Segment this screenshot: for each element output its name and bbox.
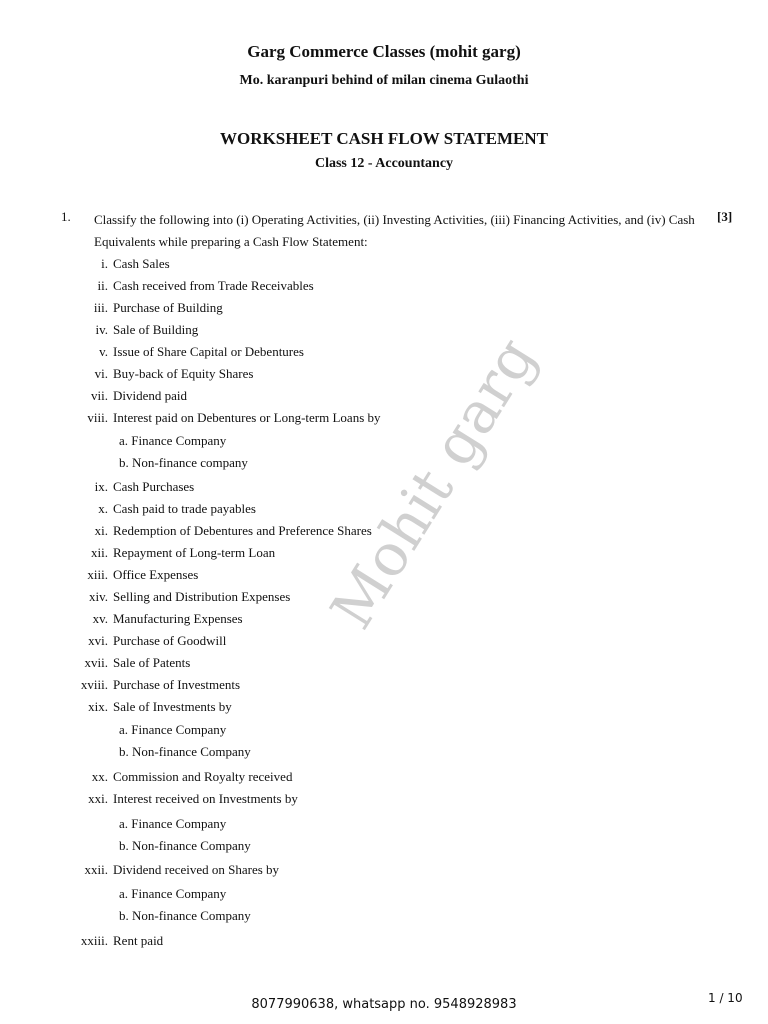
subitem-text: Non-finance Company xyxy=(132,838,251,853)
item-text: Sale of Investments by xyxy=(113,699,232,714)
item-text: Dividend paid xyxy=(113,388,188,403)
subitem-letter: a. xyxy=(119,722,129,737)
subitem xyxy=(119,433,226,449)
item-text: Dividend received on Shares by xyxy=(113,862,280,877)
item-text: Buy-back of Equity Shares xyxy=(113,366,254,381)
subitem-text: Non-finance Company xyxy=(132,908,251,923)
item-text: Interest received on Investments by xyxy=(113,791,298,806)
item-number: xvi. xyxy=(88,633,108,648)
question-number: 1. xyxy=(61,209,71,224)
item-text: Interest paid on Debentures or Long-term Loans by xyxy=(113,410,381,425)
subitem xyxy=(119,816,226,832)
item-number: viii. xyxy=(87,410,108,425)
institute-address: Mo. karanpuri behind of milan cinema Gulaothi xyxy=(239,73,529,88)
item-text: Cash Sales xyxy=(113,256,170,271)
item-text: Selling and Distribution Expenses xyxy=(113,589,291,604)
item-number: xvii. xyxy=(84,655,108,670)
subitem xyxy=(119,455,248,471)
item-number: xx. xyxy=(91,769,108,784)
subitem xyxy=(119,908,251,924)
item-number: iv. xyxy=(95,322,108,337)
item-number: xviii. xyxy=(80,677,108,692)
subitem-text: Finance Company xyxy=(131,722,227,737)
item-number: vi. xyxy=(94,366,108,381)
page-number: 1 / 10 xyxy=(708,991,743,1005)
question-text: Classify the following into (i) Operating Activities, (ii) Investing Activities, (iii) Financing Activities, and (iv) Cash Equivalents while preparing a Cash Flow Statement: xyxy=(94,212,695,249)
item-number: v. xyxy=(99,344,108,359)
question-marks: [3] xyxy=(717,209,733,224)
item-number: xix. xyxy=(88,699,108,714)
subitem-letter: a. xyxy=(119,433,129,448)
institute-name: Garg Commerce Classes (mohit garg) xyxy=(247,42,521,61)
item-text: Rent paid xyxy=(113,933,164,948)
item-number: vii. xyxy=(91,388,108,403)
item-text: Cash Purchases xyxy=(113,479,195,494)
subitem xyxy=(119,838,251,854)
subitem-text: Finance Company xyxy=(131,816,227,831)
item-number: xiii. xyxy=(87,567,108,582)
item-text: Cash paid to trade payables xyxy=(113,501,256,516)
subitem-text: Non-finance Company xyxy=(132,744,251,759)
item-text: Redemption of Debentures and Preference Shares xyxy=(113,523,372,538)
subitem-letter: b. xyxy=(119,908,129,923)
subitem-text: Finance Company xyxy=(131,886,227,901)
subitem-letter: b. xyxy=(119,838,129,853)
subitem-letter: a. xyxy=(119,886,129,901)
item-text: Repayment of Long-term Loan xyxy=(113,545,276,560)
item-number: xiv. xyxy=(88,589,108,604)
watermark: Mohit garg xyxy=(317,325,550,641)
footer-contact: 8077990638, whatsapp no. 9548928983 xyxy=(251,997,517,1012)
item-text: Issue of Share Capital or Debentures xyxy=(113,344,304,359)
item-number: xii. xyxy=(91,545,108,560)
subitem-letter: a. xyxy=(119,816,129,831)
item-text: Purchase of Investments xyxy=(113,677,241,692)
subitem xyxy=(119,744,251,760)
item-number: xv. xyxy=(92,611,108,626)
worksheet-subtitle: Class 12 - Accountancy xyxy=(314,156,454,171)
subitem-letter: b. xyxy=(119,455,129,470)
item-number: xxiii. xyxy=(80,933,108,948)
subitem xyxy=(119,886,226,902)
worksheet-title: WORKSHEET CASH FLOW STATEMENT xyxy=(220,129,548,148)
item-text: Purchase of Building xyxy=(113,300,223,315)
item-text: Sale of Patents xyxy=(113,655,191,670)
subitem xyxy=(119,722,226,738)
item-number: ix. xyxy=(94,479,108,494)
item-text: Office Expenses xyxy=(113,567,199,582)
item-number: ii. xyxy=(97,278,108,293)
subitem-text: Non-finance company xyxy=(132,455,248,470)
item-number: x. xyxy=(98,501,108,516)
item-number: xi. xyxy=(94,523,108,538)
item-text: Sale of Building xyxy=(113,322,199,337)
subitem-letter: b. xyxy=(119,744,129,759)
item-number: iii. xyxy=(93,300,108,315)
subitem-text: Finance Company xyxy=(131,433,227,448)
item-number: xxii. xyxy=(84,862,108,877)
item-text: Commission and Royalty received xyxy=(113,769,293,784)
item-text: Purchase of Goodwill xyxy=(113,633,227,648)
item-text: Cash received from Trade Receivables xyxy=(113,278,314,293)
item-text: Manufacturing Expenses xyxy=(113,611,243,626)
item-number: xxi. xyxy=(88,791,108,806)
item-number: i. xyxy=(101,256,108,271)
